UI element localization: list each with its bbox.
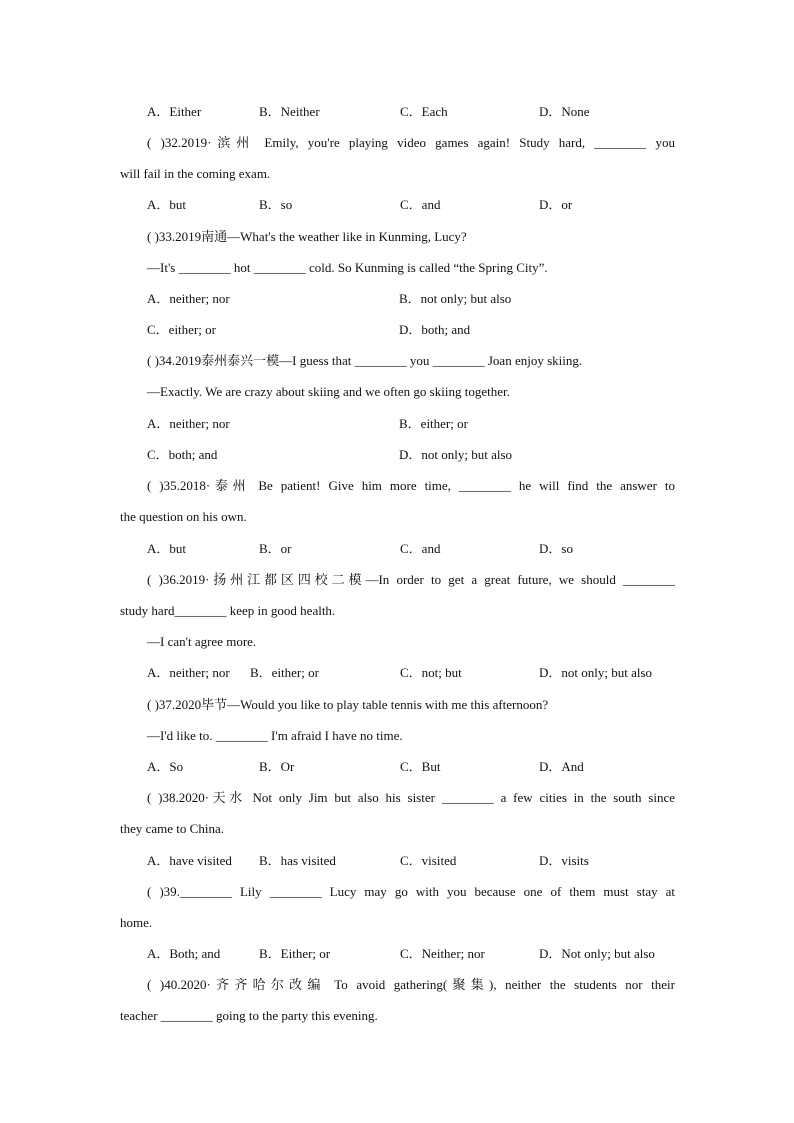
question-32: ( )32.2019·滨州 Emily, you're playing video games again! Study hard, ________ you [147, 135, 675, 150]
question-text: —I can't agree more. [147, 634, 257, 649]
question-text: —I'd like to. ________ I'm afraid I have no time. [147, 728, 403, 743]
options-row [147, 414, 675, 434]
option-a: A．neither; nor [147, 665, 230, 680]
option-a: A．Both; and [147, 946, 221, 961]
option-b: B．has visited [259, 853, 336, 868]
question-text: home. [120, 915, 153, 930]
option-a: A．but [147, 197, 187, 212]
option-d: D．so [539, 541, 573, 556]
option-a: A．neither; nor [147, 416, 230, 431]
option-a: A．have visited [147, 853, 232, 868]
option-b: B．Or [259, 759, 295, 774]
option-d: D．or [539, 197, 573, 212]
option-d: D．None [539, 104, 590, 119]
options-row [147, 320, 675, 340]
option-a: A．but [147, 541, 187, 556]
option-c: C．both; and [147, 447, 218, 462]
option-d: D．Not only; but also [539, 946, 655, 961]
question-33: ( )33.2019南通—What's the weather like in Kunming, Lucy? [147, 229, 467, 244]
option-c: C．Neither; nor [400, 946, 485, 961]
question-36: ( )36.2019·扬州江都区四校二模—In order to get a great future, we should ________ [147, 572, 675, 587]
options-row [147, 445, 675, 465]
question-text: will fail in the coming exam. [120, 166, 271, 181]
question-text: —It's ________ hot ________ cold. So Kunming is called “the Spring City”. [147, 260, 548, 275]
options-row [147, 944, 675, 964]
option-b: B．either; or [250, 665, 319, 680]
option-d: D．not only; but also [539, 665, 653, 680]
option-b: B．or [259, 541, 292, 556]
option-c: C．and [400, 541, 441, 556]
option-c: C．Each [400, 104, 448, 119]
option-d: D．both; and [399, 322, 471, 337]
question-34: ( )34.2019泰州泰兴一模—I guess that ________ you ________ Joan enjoy skiing. [147, 353, 583, 368]
option-c: C．and [400, 197, 441, 212]
option-b: B．not only; but also [399, 291, 512, 306]
option-d: D．not only; but also [399, 447, 513, 462]
option-b: B．either; or [399, 416, 468, 431]
question-text: they came to China. [120, 821, 224, 836]
options-row [147, 851, 675, 871]
options-row [147, 195, 675, 215]
option-a: A．Either [147, 104, 202, 119]
question-39: ( )39.________ Lily ________ Lucy may go with you because one of them must stay at [147, 884, 675, 899]
question-text: teacher ________ going to the party this evening. [120, 1008, 378, 1023]
option-b: B．Either; or [259, 946, 331, 961]
question-text: study hard________ keep in good health. [120, 603, 336, 618]
options-row [147, 663, 675, 683]
options-row [147, 539, 675, 559]
question-text: the question on his own. [120, 509, 247, 524]
options-row [147, 102, 675, 122]
option-c: C．visited [400, 853, 457, 868]
question-35: ( )35.2018·泰州 Be patient! Give him more time, ________ he will find the answer to [147, 478, 675, 493]
question-37: ( )37.2020毕节—Would you like to play table tennis with me this afternoon? [147, 697, 549, 712]
option-a: A．neither; nor [147, 291, 230, 306]
question-38: ( )38.2020·天水 Not only Jim but also his sister ________ a few cities in the south since [147, 790, 675, 805]
option-a: A．So [147, 759, 184, 774]
options-row [147, 757, 675, 777]
question-text: —Exactly. We are crazy about skiing and we often go skiing together. [147, 384, 510, 399]
option-d: D．And [539, 759, 584, 774]
option-b: B．so [259, 197, 293, 212]
question-40: ( )40.2020·齐齐哈尔改编 To avoid gathering(聚集), neither the students nor their [147, 977, 675, 992]
options-row [147, 289, 675, 309]
option-c: C．But [400, 759, 441, 774]
option-b: B．Neither [259, 104, 320, 119]
option-c: C．either; or [147, 322, 216, 337]
option-c: C．not; but [400, 665, 462, 680]
option-d: D．visits [539, 853, 589, 868]
